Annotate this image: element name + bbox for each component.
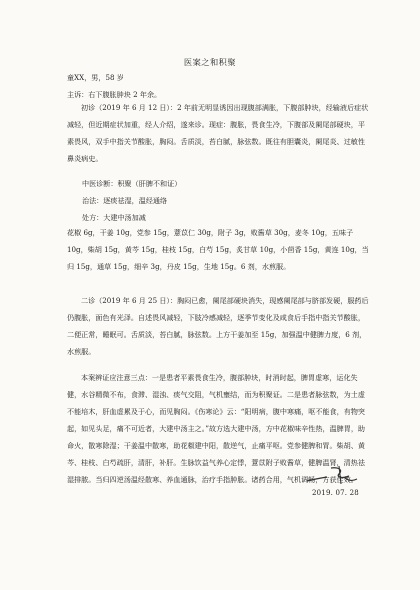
first-visit-record: 初诊（2019 年 6 月 12 日）：2 年前无明显诱因出现腹部满胀，下腹部肿块，经输液后症状减轻，但近期症状加重，经人介绍，遂来诊。现症：腹胀，畏食生冷，下腹部及阑尾部硬块，平素畏风，双手中指关节酸胀，胸闷。舌质淡，苔白腻，脉弦数。既往有胆囊炎，阑尾炎、过敏性鼻炎病史。 <box>67 103 369 163</box>
document-title: 医案之和积聚 <box>183 57 237 67</box>
document-date: 2019. 07. 28 <box>312 489 359 497</box>
second-visit-record: 二诊（2019 年 6 月 25 日）：胸闷已愈，阑尾部硬块消失，现感阑尾部与脐部发硬，服药后仍腹胀，面色有光泽。自述畏风减轻，下肢冷感减轻，逐季节变化及咸食后手指中指关节酸胀，二便正常，睡眠可。舌质淡，苔白腻，脉弦数。上方干姜加至 15g，加强温中健脾力度，6 剂，水煎服。 <box>67 296 369 356</box>
chief-complaint: 主诉：右下腹胀肿块 2 年余。 <box>67 90 162 99</box>
prescription-intro: 处方：大建中汤加减 <box>82 213 146 222</box>
handwritten-signature <box>305 462 360 486</box>
diagnosis: 中医诊断：积聚（肝脾不和证） <box>82 179 182 188</box>
prescription-list: 花椒 6g，干姜 10g，党参 15g，薏苡仁 30g，附子 3g，败酱草 30g，麦冬 10g，五味子 10g，柴胡 15g，黄芩 15g，桂枝 15g，白芍 15g，炙甘草 10g，小茴香 15g，黄连 10g，当归 15g，通草 15g，细辛 3g，丹皮 15g，生地 15g。6 剂，水煎服。 <box>67 228 369 271</box>
patient-info: 童XX，男，58 岁 <box>67 73 124 82</box>
treatment-method: 治法：逐痰祛湿，温经通络 <box>82 196 168 205</box>
case-commentary: 本案辨证应注意三点：一是患者平素畏食生冷，腹部肿块，时消时起，脾胃虚寒，运化失健，水谷精微不布，食滞、湿浊、痰气交阻，气机壅结，而为积聚证。二是患者脉弦数，为土虚不能培木，肝血虚累及于心，而见胸闷。《伤寒论》云：“阳明病，腹中寒痛，呕不能食，有物突起，如见头足，痛不可近者，大建中汤主之。”故方选大建中汤，方中花椒味辛性热，温脾胃，助命火，散寒除湿；干姜温中散寒，助花椒建中阳，散逆气，止痛平呕。党参健脾和胃。柴胡、黄芩、桂枝、白芍疏肝，清肝，补肝。生脉饮益气养心定悸，薏苡附子败酱草，健脾温肾，清热祛湿排脓。当归四逆汤温经散寒、养血通脉，治疗手指肿胀。诸药合用，气机调畅，方获佳效。 <box>67 373 366 484</box>
